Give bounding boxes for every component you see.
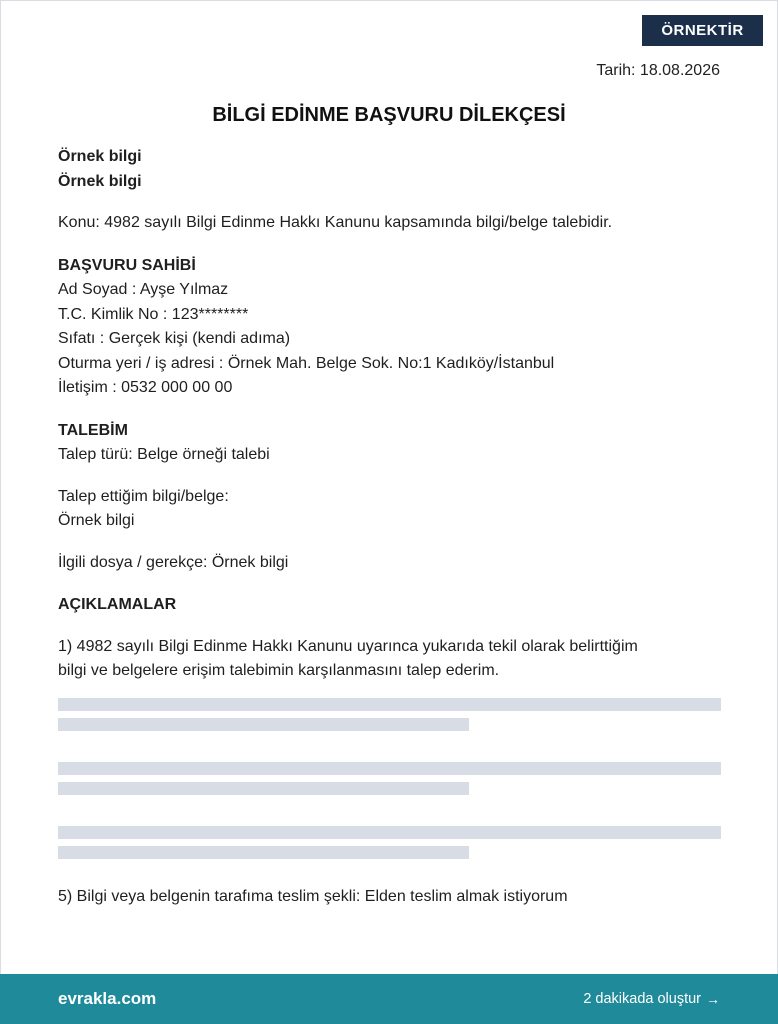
applicant-id: T.C. Kimlik No : 123********	[58, 305, 249, 323]
redacted-paragraph-2	[58, 698, 721, 731]
explanations-heading: AÇIKLAMALAR	[58, 596, 177, 613]
redacted-line	[58, 698, 721, 711]
applicant-capacity: Sıfatı : Gerçek kişi (kendi adıma)	[58, 330, 291, 347]
create-cta-label: 2 dakikada oluştur	[583, 991, 701, 1007]
related-file-line: İlgili dosya / gerekçe: Örnek bilgi	[58, 553, 289, 571]
redacted-line	[58, 782, 469, 795]
request-type: Talep türü: Belge örneği talebi	[58, 446, 270, 463]
redacted-line	[58, 718, 469, 731]
explanation-5: 5) Bilgi veya belgenin tarafıma teslim şekli: Elden teslim almak istiyorum	[58, 888, 568, 905]
recipient-line-1: Örnek bilgi	[58, 148, 142, 165]
document-title: BİLGİ EDİNME BAŞVURU DİLEKÇESİ	[212, 104, 566, 126]
requested-info-label: Talep ettiğim bilgi/belge:	[58, 487, 229, 505]
applicant-contact: İletişim : 0532 000 00 00	[58, 379, 233, 396]
arrow-right-icon: →	[706, 991, 720, 1007]
redacted-paragraph-3	[58, 762, 721, 795]
recipient-line-2: Örnek bilgi	[58, 172, 142, 190]
redacted-paragraph-4	[58, 826, 721, 859]
explanation-1-line-2: bilgi ve belgelere erişim talebimin karşılanmasını talep ederim.	[58, 662, 500, 679]
redacted-line	[58, 846, 469, 859]
document-date: Tarih: 18.08.2026	[596, 62, 720, 79]
explanation-1-line-1: 1) 4982 sayılı Bilgi Edinme Hakkı Kanunu uyarınca yukarıda tekil olarak belirttiğim	[58, 637, 638, 655]
redacted-line	[58, 826, 721, 839]
sample-badge: ÖRNEKTİR	[642, 15, 763, 46]
redacted-line	[58, 762, 721, 775]
subject-line: Konu: 4982 sayılı Bilgi Edinme Hakkı Kanunu kapsamında bilgi/belge talebidir.	[58, 214, 613, 231]
applicant-name: Ad Soyad : Ayşe Yılmaz	[58, 281, 229, 298]
create-cta-button[interactable]	[583, 991, 720, 1007]
request-heading: TALEBİM	[58, 421, 128, 439]
document-body	[58, 145, 728, 684]
applicant-address: Oturma yeri / iş adresi : Örnek Mah. Belge Sok. No:1 Kadıköy/İstanbul	[58, 354, 555, 372]
requested-info-value: Örnek bilgi	[58, 512, 135, 529]
applicant-heading: BAŞVURU SAHİBİ	[58, 256, 196, 274]
footer-bar	[0, 974, 778, 1024]
brand-link[interactable]: evrakla.com	[58, 989, 157, 1008]
